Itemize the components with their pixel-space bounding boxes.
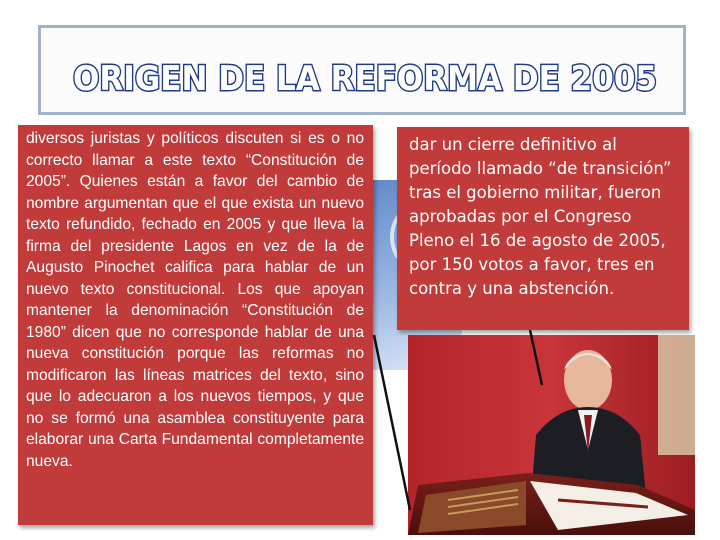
right-text-panel xyxy=(397,127,689,330)
page-title: ORIGEN DE LA REFORMA DE 2005 xyxy=(73,59,657,99)
title-graphic xyxy=(41,28,689,118)
left-panel-text: diversos juristas y políticos discuten si es o no correcto llamar a este texto “Constitución de 2005”. Quienes están a favor del cambio de nombre argumentan que el que exista un nuevo texto refundido, fechado en 2005 y que lleva la firma del presidente Lagos en vez de la de Augusto Pinochet califica para hablar de un nuevo texto constitucional. Los que apoyan mantener la denominación “Constitución de 1980” dicen que no corresponde hablar de una nueva constitución porque las reformas no modificaron las líneas matrices del texto, sino que lo adecuaron a los nuevos tiempos, y que no se formó una asamblea constituyente para elaborar una Carta Fundamental completamente nueva. xyxy=(26,130,364,470)
left-text-panel xyxy=(18,125,373,525)
right-panel-text: dar un cierre definitivo al período llamado “de transición” tras el gobierno militar, fueron aprobadas por el Congreso Pleno el 16 de agosto de 2005, por 150 votos a favor, tres en contra y una abstención. xyxy=(409,135,672,298)
man-signing-document-photo xyxy=(408,335,695,535)
photo-illustration xyxy=(408,335,695,535)
title-frame xyxy=(38,25,686,115)
